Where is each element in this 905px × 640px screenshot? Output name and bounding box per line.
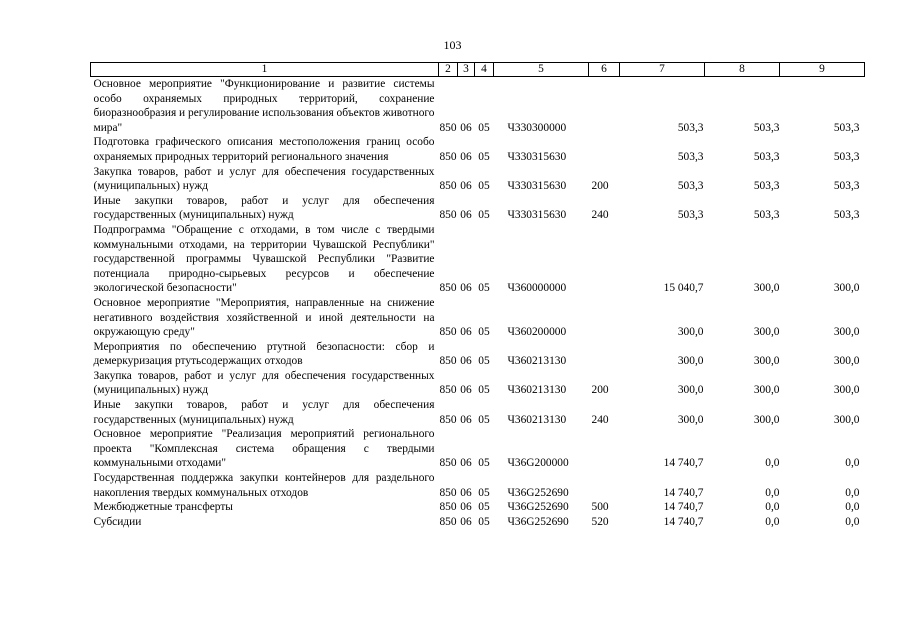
- row-year-2: 503,3: [753, 180, 780, 193]
- row-year-2: 300,0: [753, 326, 780, 339]
- row-target-code: Ч36G252690: [507, 486, 569, 499]
- budget-table: [90, 62, 865, 529]
- row-year-2: 0,0: [765, 501, 780, 514]
- row-subsection: 05: [478, 457, 490, 470]
- row-target-code: Ч330300000: [507, 121, 567, 134]
- table-row: [91, 427, 865, 471]
- table-row: [91, 471, 865, 500]
- row-ministry: 850: [439, 515, 457, 528]
- row-year-3: 0,0: [845, 515, 860, 528]
- row-name: Закупка товаров, работ и услуг для обеспечения государственных (муниципальных) нужд: [93, 165, 435, 193]
- table-row: [91, 194, 865, 223]
- row-year-2: 503,3: [753, 121, 780, 134]
- row-section: 06: [460, 209, 472, 222]
- row-expense-kind: 200: [591, 180, 609, 193]
- row-total: 503,3: [677, 150, 704, 163]
- row-ministry: 850: [439, 413, 457, 426]
- row-year-3: 300,0: [833, 355, 860, 368]
- row-year-2: 300,0: [753, 355, 780, 368]
- header-col-7: 7: [620, 63, 705, 77]
- row-year-3: 0,0: [845, 457, 860, 470]
- row-subsection: 05: [478, 180, 490, 193]
- row-target-code: Ч360213130: [507, 413, 567, 426]
- row-year-2: 503,3: [753, 209, 780, 222]
- row-section: 06: [460, 501, 472, 514]
- row-name: Иные закупки товаров, работ и услуг для обеспечения государственных (муниципальных) нужд: [93, 194, 435, 222]
- row-target-code: Ч360213130: [507, 355, 567, 368]
- row-year-3: 503,3: [833, 209, 860, 222]
- row-ministry: 850: [439, 486, 457, 499]
- row-expense-kind: 240: [591, 209, 609, 222]
- table-row: [91, 369, 865, 398]
- header-row: [91, 63, 865, 77]
- row-year-2: 0,0: [765, 486, 780, 499]
- row-target-code: Ч36G252690: [507, 501, 569, 514]
- row-year-3: 300,0: [833, 384, 860, 397]
- header-col-2: 2: [439, 63, 458, 77]
- row-target-code: Ч36G200000: [507, 457, 569, 470]
- row-target-code: Ч36G252690: [507, 515, 569, 528]
- table-body: [91, 77, 865, 530]
- row-subsection: 05: [478, 209, 490, 222]
- row-total: 503,3: [677, 121, 704, 134]
- row-subsection: 05: [478, 282, 490, 295]
- row-year-2: 300,0: [753, 282, 780, 295]
- page-number: 103: [443, 38, 462, 52]
- table-row: [91, 340, 865, 369]
- row-section: 06: [460, 355, 472, 368]
- row-expense-kind: 200: [591, 384, 609, 397]
- row-total: 503,3: [677, 209, 704, 222]
- row-expense-kind: [589, 340, 620, 369]
- row-section: 06: [460, 413, 472, 426]
- row-total: 14 740,7: [663, 501, 704, 514]
- row-name: Мероприятия по обеспечению ртутной безопасности: сбор и демеркуризация ртутьсодержащих отходов: [93, 340, 435, 368]
- row-name: Основное мероприятие "Функционирование и развитие системы особо охраняемых природных территорий, сохранение биоразнообразия и регулирование использования объектов животного мира": [93, 78, 435, 134]
- row-name: Основное мероприятие "Мероприятия, направленные на снижение негативного воздействия хозяйственной и иной деятельности на окружающую среду": [93, 296, 435, 339]
- table-row: [91, 515, 865, 530]
- table-row: [91, 500, 865, 515]
- row-section: 06: [460, 121, 472, 134]
- row-ministry: 850: [439, 180, 457, 193]
- row-year-3: 0,0: [845, 486, 860, 499]
- row-ministry: 850: [439, 326, 457, 339]
- table-row: [91, 223, 865, 296]
- row-total: 14 740,7: [663, 515, 704, 528]
- row-section: 06: [460, 326, 472, 339]
- row-ministry: 850: [439, 121, 457, 134]
- row-ministry: 850: [439, 501, 457, 514]
- row-year-3: 503,3: [833, 180, 860, 193]
- row-target-code: Ч360000000: [507, 282, 567, 295]
- row-expense-kind: [589, 427, 620, 471]
- header-col-1: 1: [91, 63, 439, 77]
- row-subsection: 05: [478, 384, 490, 397]
- row-total: 503,3: [677, 180, 704, 193]
- row-total: 300,0: [677, 384, 704, 397]
- row-ministry: 850: [439, 384, 457, 397]
- row-expense-kind: 240: [591, 413, 609, 426]
- row-year-3: 503,3: [833, 121, 860, 134]
- header-col-3: 3: [458, 63, 475, 77]
- row-name: Субсидии: [93, 515, 142, 528]
- table-row: [91, 398, 865, 427]
- row-expense-kind: [589, 296, 620, 340]
- header-col-4: 4: [475, 63, 494, 77]
- row-section: 06: [460, 457, 472, 470]
- row-year-3: 300,0: [833, 413, 860, 426]
- header-col-8: 8: [705, 63, 780, 77]
- row-target-code: Ч330315630: [507, 209, 567, 222]
- row-target-code: Ч360213130: [507, 384, 567, 397]
- row-year-3: 300,0: [833, 282, 860, 295]
- row-total: 15 040,7: [663, 282, 704, 295]
- row-target-code: Ч330315630: [507, 180, 567, 193]
- row-ministry: 850: [439, 150, 457, 163]
- row-subsection: 05: [478, 501, 490, 514]
- row-year-2: 0,0: [765, 457, 780, 470]
- row-total: 14 740,7: [663, 486, 704, 499]
- table-row: [91, 77, 865, 136]
- row-section: 06: [460, 384, 472, 397]
- row-total: 14 740,7: [663, 457, 704, 470]
- row-section: 06: [460, 515, 472, 528]
- row-subsection: 05: [478, 150, 490, 163]
- row-expense-kind: [589, 471, 620, 500]
- row-expense-kind: 520: [591, 515, 609, 528]
- row-name: Подпрограмма "Обращение с отходами, в том числе с твердыми коммунальными отходами, на территории Чувашской Республики" государственной программы Чувашской Республики "Развитие потенциала природно-сырьевых ресурсов и обеспечение экологической безопасности": [93, 223, 435, 295]
- header-col-6: 6: [589, 63, 620, 77]
- row-target-code: Ч360200000: [507, 326, 567, 339]
- table-row: [91, 296, 865, 340]
- row-year-2: 300,0: [753, 384, 780, 397]
- row-year-3: 503,3: [833, 150, 860, 163]
- row-ministry: 850: [439, 209, 457, 222]
- table-row: [91, 165, 865, 194]
- row-year-2: 0,0: [765, 515, 780, 528]
- row-name: Государственная поддержка закупки контейнеров для раздельного накопления твердых коммунальных отходов: [93, 472, 435, 499]
- row-section: 06: [460, 486, 472, 499]
- row-year-3: 300,0: [833, 326, 860, 339]
- row-subsection: 05: [478, 355, 490, 368]
- row-name: Межбюджетные трансферты: [93, 501, 233, 514]
- row-subsection: 05: [478, 515, 490, 528]
- row-ministry: 850: [439, 282, 457, 295]
- row-name: Закупка товаров, работ и услуг для обеспечения государственных (муниципальных) нужд: [93, 369, 435, 397]
- row-expense-kind: [589, 77, 620, 136]
- table-row: [91, 135, 865, 164]
- row-total: 300,0: [677, 326, 704, 339]
- row-expense-kind: [589, 135, 620, 164]
- row-name: Основное мероприятие "Реализация мероприятий регионального проекта "Комплексная система обращения с твердыми коммунальными отходами": [93, 428, 435, 470]
- row-expense-kind: [589, 223, 620, 296]
- row-year-2: 503,3: [753, 150, 780, 163]
- row-subsection: 05: [478, 413, 490, 426]
- row-section: 06: [460, 180, 472, 193]
- row-total: 300,0: [677, 355, 704, 368]
- row-name: Иные закупки товаров, работ и услуг для обеспечения государственных (муниципальных) нужд: [93, 399, 435, 426]
- row-ministry: 850: [439, 457, 457, 470]
- row-section: 06: [460, 282, 472, 295]
- row-subsection: 05: [478, 121, 490, 134]
- row-year-2: 300,0: [753, 413, 780, 426]
- row-ministry: 850: [439, 355, 457, 368]
- row-name: Подготовка графического описания местоположения границ особо охраняемых природных территорий регионального значения: [93, 136, 435, 163]
- table-header: [91, 63, 865, 77]
- row-section: 06: [460, 150, 472, 163]
- header-col-5: 5: [494, 63, 589, 77]
- row-target-code: Ч330315630: [507, 150, 567, 163]
- row-subsection: 05: [478, 326, 490, 339]
- row-expense-kind: 500: [591, 501, 609, 514]
- row-subsection: 05: [478, 486, 490, 499]
- header-col-9: 9: [780, 63, 865, 77]
- row-year-3: 0,0: [845, 501, 860, 514]
- row-total: 300,0: [677, 413, 704, 426]
